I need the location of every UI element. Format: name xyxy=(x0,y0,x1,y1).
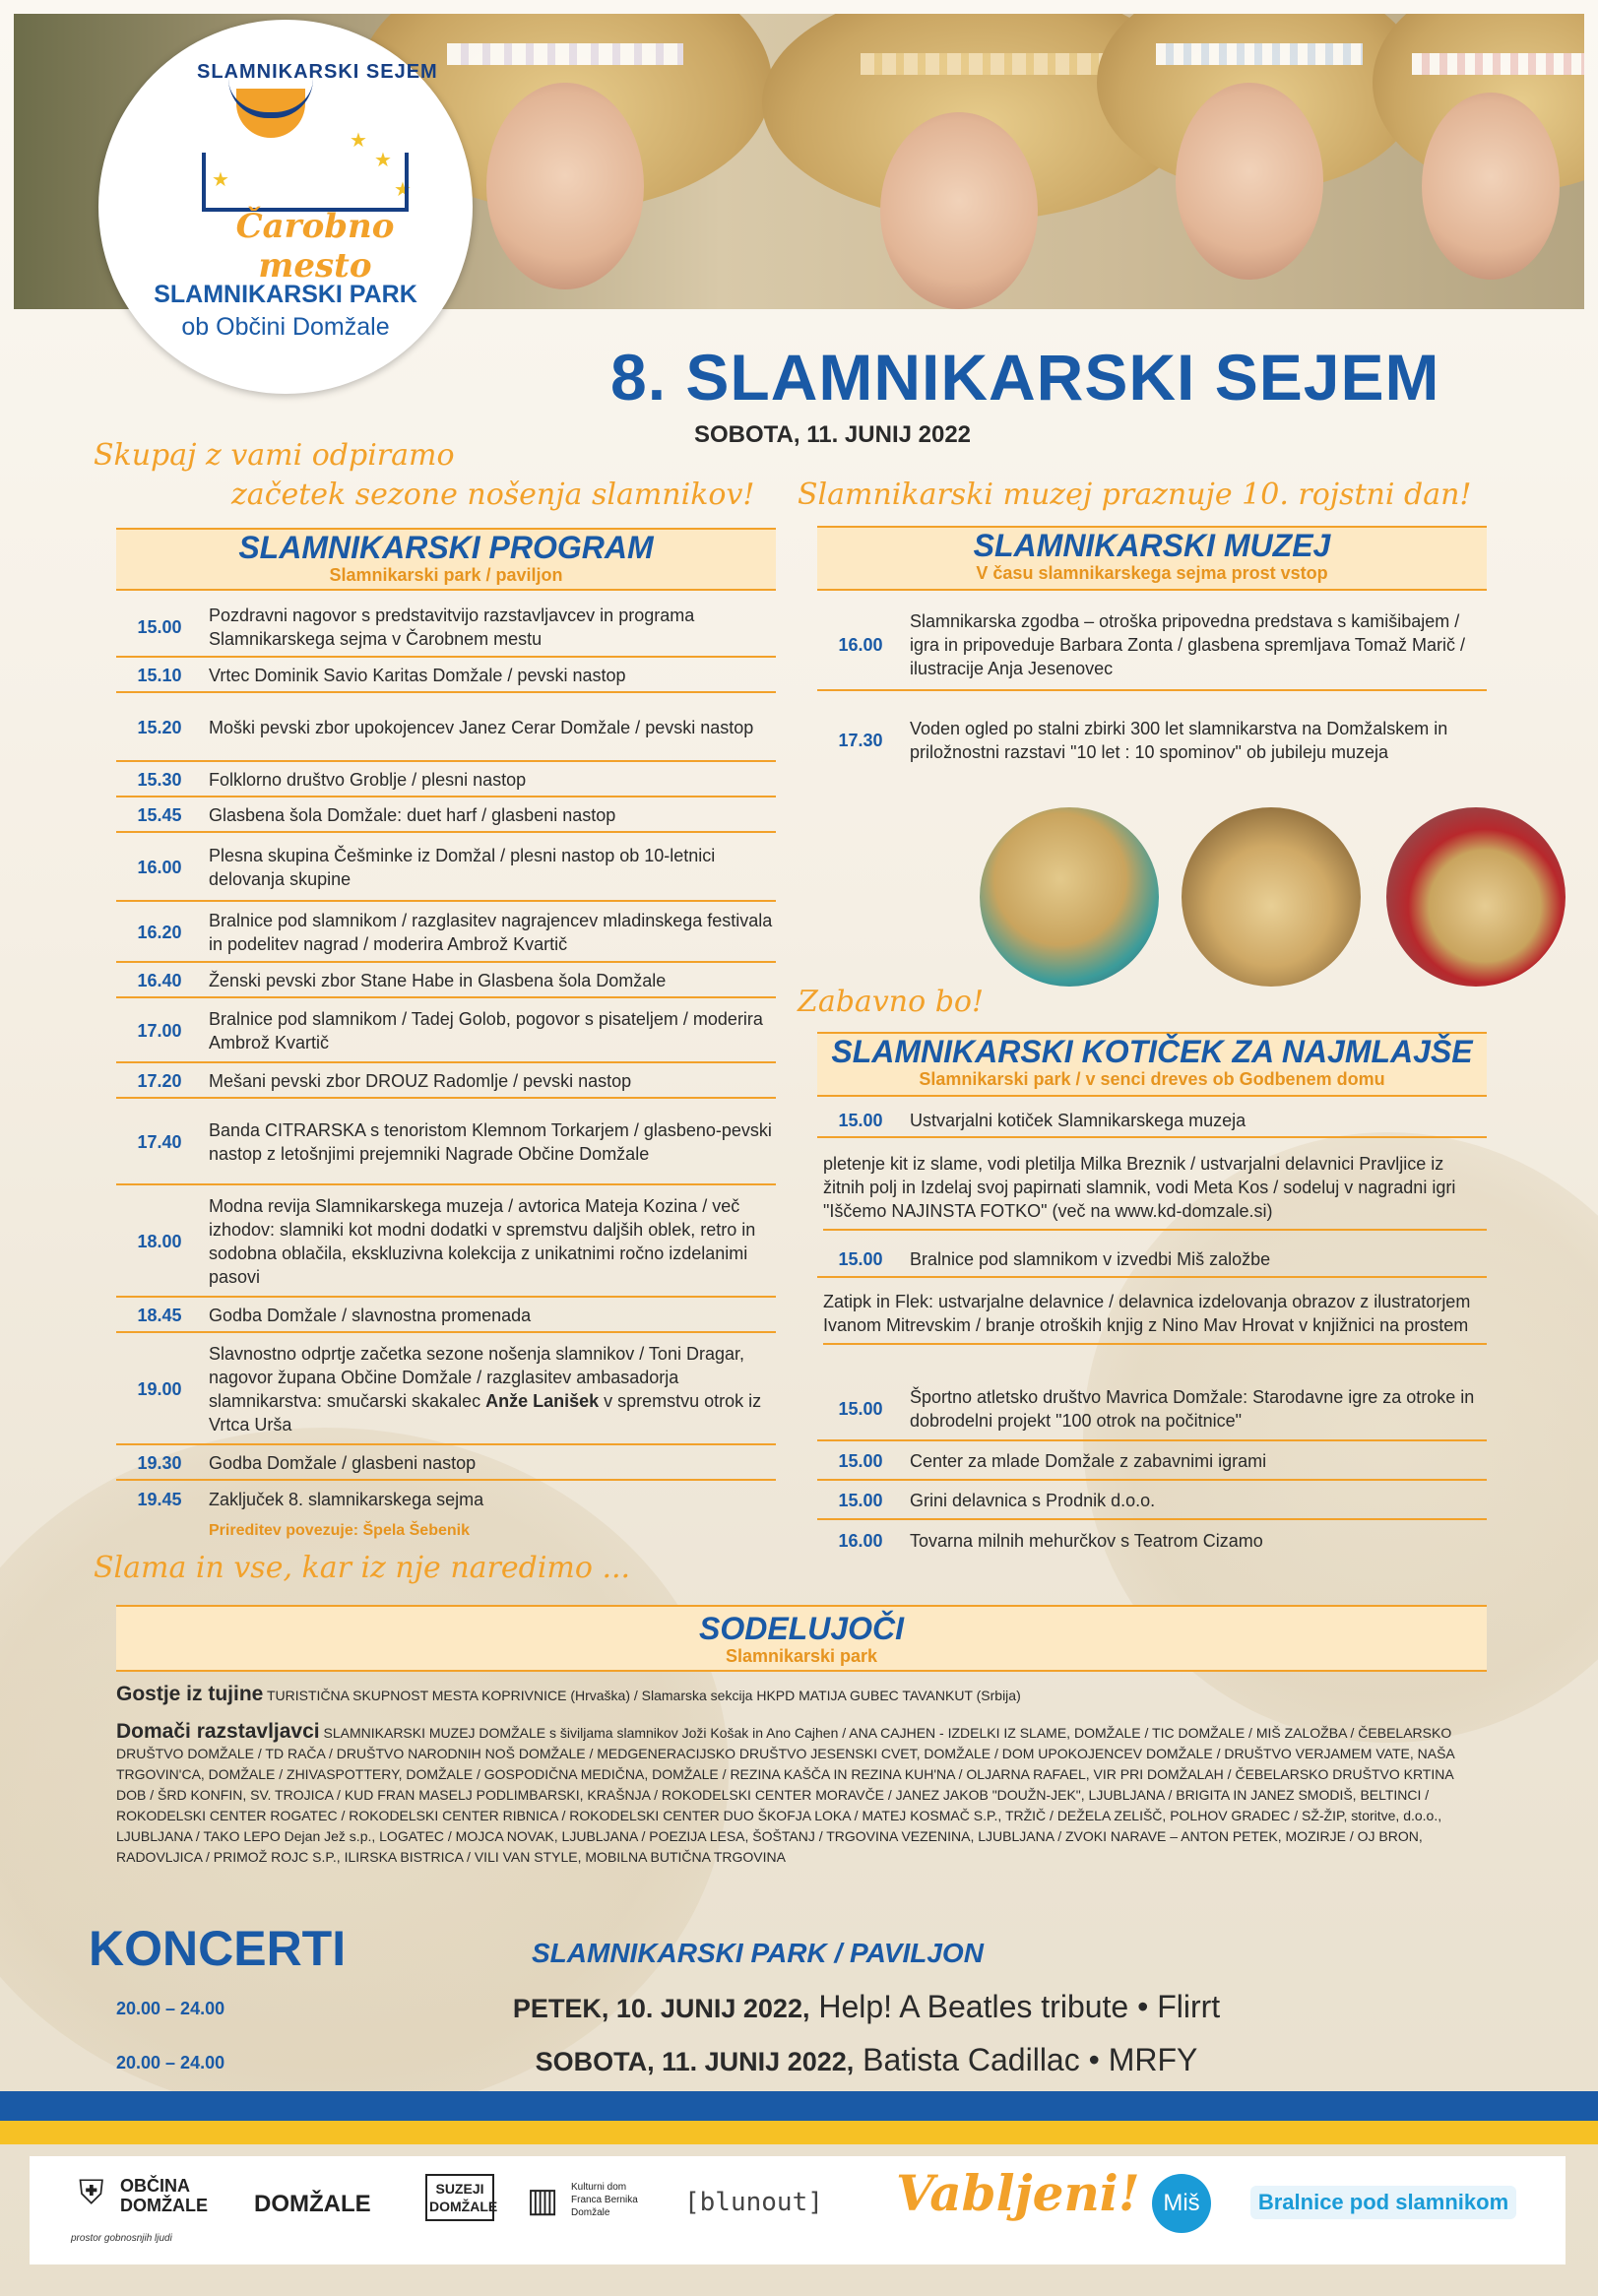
program-text: Godba Domžale / glasbeni nastop xyxy=(209,1453,477,1473)
domestic-text: SLAMNIKARSKI MUZEJ DOMŽALE s šiviljama slamnikov Joži Košak in Ano Cajhen / ANA CAJHEN - IZDELKI IZ SLAME, DOMŽALE / TIC DOMŽALE / MIŠ ZALOŽBA / ČEBELARSKO DRUŠTVO DOMŽALE / TD RAČA / DRUŠTVO NARODNIH NOŠ DOMŽALE / MEDGENERACIJSKO DRUŠTVO JESENSKI CVET, DOMŽALE / DOM UPOKOJENCEV DOMŽALE / DRUŠTVO VERJAMEM VATE, NAŠA TRGOVIN'CA, DOMŽALE / ZHIVASPOTTERY, DOMŽALE / GOSPODIČNA MEDIČNA, DOMŽALE / REZINA KAŠČA IN REZINA KUH'NA / OLJARNA RAFAEL, VIR PRI DOMŽALAH / ČEBELARSKO DRUŠTVO KRTINA DOB / ŠRD KONFIN, SV. TROJICA / KUD FRAN MASELJ PODLIMBARSKI, KRAŠNJA / ROKODELSKI CENTER MORAVČE / JANEZ JAKOB "DOUŽN-JEK", LJUBLJANA / BRIGITA IN JANEZ SMODIŠ, BELTINCI / ROKODELSKI CENTER ROGATEC / ROKODELSKI CENTER RIBNICA / ROKODELSKI CENTER DUO ŠKOFJA LOKA / MATEJ KOSMAČ S.P., TRŽIČ / DEŽELA ZELIŠČ, POLHOV GRADEC / SŽ-ŽIP, storitve, d.o.o., LJUBLJANA / TAKO LEPO Dejan Jež s.p., LOGATEC / MOJCA NOVAK, LJUBLJANA / POEZIJA LESA, ŠOŠTANJ / TRGOVINA VEZENINA, LJUBLJANA / ZVOKI NARAVE – ANTON PETEK, MOZIRJE / OJ BRON, RADOVLJICA / PRIMOŽ ROJC S.P., ILIRSKA BISTRICA / VILI VAN STYLE, MOBILNA BUTIČNA TRGOVINA xyxy=(116,1725,1454,1865)
program-text: Godba Domžale / slavnostna promenada xyxy=(209,1306,532,1325)
program-row xyxy=(116,1300,776,1333)
kotiček-details-1: pletenje kit iz slame, vodi pletilja Milka Breznik / ustvarjalni delavnici Pravljice iz žitnih polj in Izdelaj svoj papirnati slamnik, vodi Meta Kos / sodeluj v nagradni igri "Iščemo NAJINSTA FOTKO" (več na www.kd-domzale.si) xyxy=(823,1152,1487,1231)
bralnice-logo: Bralnice pod slamnikom xyxy=(1250,2186,1516,2219)
kotiček-text: Športno atletsko društvo Mavrica Domžale: Starodavne igre za otroke in dobrodelni projekt "100 otrok na počitnice" xyxy=(910,1387,1475,1431)
kotiček-row xyxy=(817,1378,1487,1441)
program-heading: SLAMNIKARSKI PROGRAM xyxy=(238,530,654,565)
program-row xyxy=(116,1101,776,1185)
muzej-row xyxy=(817,601,1487,691)
page-title: 8. SLAMNIKARSKI SEJEM xyxy=(610,341,1440,414)
kotiček-time: 15.00 xyxy=(838,1450,883,1471)
program-organizer: Prireditev povezuje: Špela Šebenik xyxy=(209,1522,470,1539)
program-row xyxy=(116,1065,776,1099)
kotiček-text: Bralnice pod slamnikom v izvedbi Miš založbe xyxy=(910,1249,1271,1269)
face-4 xyxy=(1422,93,1560,280)
obcina-tagline: prostor gobnosnjih ljudi xyxy=(71,2233,172,2244)
program-text: Mešani pevski zbor DROUZ Radomlje / pevski nastop xyxy=(209,1071,632,1091)
program-text-bold: Anže Lanišek xyxy=(485,1391,600,1411)
star-icon: ★ xyxy=(350,130,367,152)
program-subheading: Slamnikarski park / paviljon xyxy=(329,565,563,585)
program-row xyxy=(116,1335,776,1445)
program-text: Folklorno društvo Groblje / plesni nastop xyxy=(209,770,527,790)
domestic-exhibitors xyxy=(116,1721,1475,1868)
tagline-zabavno: Zabavno bo! xyxy=(798,985,985,1019)
program-time: 15.45 xyxy=(137,804,182,825)
program-text: Moški pevski zbor upokojencev Janez Cerar Domžale / pevski nastop xyxy=(209,718,754,737)
kotiček-row xyxy=(817,1243,1487,1278)
program-row xyxy=(116,1483,776,1516)
program-row xyxy=(116,660,776,693)
program-text: Zaključek 8. slamnikarskega sejma xyxy=(209,1490,484,1509)
program-time: 16.20 xyxy=(137,922,182,942)
muzej-text: Voden ogled po stalni zbirki 300 let slamnikarstva na Domžalskem in priložnostni razstavi "10 let : 10 spominov" ob jubileju muzeja xyxy=(910,719,1448,762)
program-time: 17.00 xyxy=(137,1020,182,1041)
concert-time: 20.00 – 24.00 xyxy=(116,1999,225,2018)
tagline-slama: Slama in vse, kar iz nje naredimo ... xyxy=(94,1551,631,1585)
program-row xyxy=(116,799,776,833)
program-time: 16.40 xyxy=(137,970,182,990)
program-text: Plesna skupina Češminke iz Domžal / plesni nastop ob 10-letnici delovanja skupine xyxy=(209,846,716,889)
event-date: SOBOTA, 11. JUNIJ 2022 xyxy=(694,421,972,448)
program-text: Bralnice pod slamnikom / Tadej Golob, pogovor s pisateljem / moderira Ambrož Kvartič xyxy=(209,1009,763,1052)
program-text: Pozdravni nagovor s predstavitvijo razstavljavcev in programa Slamnikarskega sejma v Čarobnem mestu xyxy=(209,606,695,649)
kotiček-time: 15.00 xyxy=(838,1398,883,1419)
obcina-logo: OBČINA DOMŽALE xyxy=(120,2176,208,2215)
houses-icon xyxy=(202,153,409,212)
guests-abroad xyxy=(116,1684,1475,1706)
kotiček-details-2: Zatipk in Flek: ustvarjalne delavnice / delavnica izdelovanja obrazov z ilustratorjem Ivanom Mitrevskim / branje otroških knjig z Nino Mav Hrovat v knjižnici na prostem xyxy=(823,1290,1487,1345)
tagline-left-1: Skupaj z vami odpiramo xyxy=(94,438,455,473)
program-time: 18.00 xyxy=(137,1231,182,1251)
program-time: 17.40 xyxy=(137,1131,182,1152)
kotiček-time: 15.00 xyxy=(838,1490,883,1510)
program-header xyxy=(116,528,776,591)
kotiček-text: Center za mlade Domžale z zabavnimi igrami xyxy=(910,1451,1267,1471)
hat-band-4 xyxy=(1412,53,1584,75)
program-time: 17.20 xyxy=(137,1070,182,1091)
face-2 xyxy=(880,112,1038,309)
photo-hats-teal xyxy=(980,807,1159,987)
kotiček-time: 16.00 xyxy=(838,1530,883,1551)
concert-name: Help! A Beatles tribute • Flirrt xyxy=(818,1989,1221,2024)
program-text xyxy=(203,1342,776,1436)
concerts-location: SLAMNIKARSKI PARK / PAVILJON xyxy=(532,1938,984,1968)
concert-name: Batista Cadillac • MRFY xyxy=(863,2042,1198,2077)
mis-logo: Miš xyxy=(1152,2174,1211,2233)
program-text: Vrtec Dominik Savio Karitas Domžale / pevski nastop xyxy=(209,666,626,685)
concert-event xyxy=(286,1989,1447,2025)
hat-band-1 xyxy=(447,43,683,65)
muzej-heading: SLAMNIKARSKI MUZEJ xyxy=(973,528,1331,563)
program-time: 18.45 xyxy=(137,1305,182,1325)
star-icon: ★ xyxy=(394,179,412,201)
program-text: Glasbena šola Domžale: duet harf / glasbeni nastop xyxy=(209,805,616,825)
program-text-after: v spremstvu otrok iz Vrtca Urša xyxy=(209,1391,762,1435)
program-text: Bralnice pod slamnikom / razglasitev nagrajencev mladinskega festivala in podelitev nagrad / moderira Ambrož Kvartič xyxy=(209,911,773,954)
kotiček-header xyxy=(817,1032,1487,1097)
concert-date: PETEK, 10. JUNIJ 2022, xyxy=(512,1994,810,2023)
logo-municipality: ob Občini Domžale xyxy=(181,313,390,341)
blunout-logo: [blunout] xyxy=(684,2188,823,2217)
program-time: 15.00 xyxy=(137,616,182,637)
guests-label: Gostje iz tujine xyxy=(116,1683,264,1705)
program-text-main: Slavnostno odprtje začetka sezone nošenja slamnikov / Toni Dragar, nagovor župana Občine Domžale / razglasitev ambasadorja slamnikarstva: smučarski skakalec xyxy=(209,1344,744,1411)
program-row xyxy=(116,1447,776,1481)
obcina-crest-icon: ⛨ xyxy=(79,2174,104,2211)
program-row xyxy=(116,764,776,797)
muzej-header xyxy=(817,526,1487,591)
kotiček-time: 15.00 xyxy=(838,1248,883,1269)
program-row xyxy=(116,599,776,658)
program-time: 15.20 xyxy=(137,717,182,737)
program-time: 15.10 xyxy=(137,665,182,685)
muzej-row xyxy=(817,695,1487,786)
concert-date: SOBOTA, 11. JUNIJ 2022, xyxy=(535,2047,855,2076)
muzej-time: 17.30 xyxy=(838,730,883,750)
program-row xyxy=(116,695,776,762)
face-3 xyxy=(1176,83,1323,280)
program-time: 15.30 xyxy=(137,769,182,790)
kotiček-row xyxy=(817,1443,1487,1481)
domestic-label: Domači razstavljavci xyxy=(116,1720,320,1743)
star-icon: ★ xyxy=(374,150,392,171)
sodelujoci-subheading: Slamnikarski park xyxy=(725,1646,878,1666)
photo-hat-red-ribbon xyxy=(1386,807,1566,987)
logo-park: SLAMNIKARSKI PARK xyxy=(154,281,417,308)
logo-arc-text: SLAMNIKARSKI SEJEM xyxy=(197,61,438,83)
program-text: Modna revija Slamnikarskega muzeja / avtorica Mateja Kozina / več izhodov: slamniki kot modni dodatki v spremstvu daljših oblek, retro in sodobna oblačila, ekskluzivna kolekcija z unikatnimi ročno izdelanimi pasovi xyxy=(209,1196,756,1287)
muzej-time: 16.00 xyxy=(838,634,883,655)
face-1 xyxy=(486,83,644,289)
hat-band-2 xyxy=(861,53,1107,75)
star-icon: ★ xyxy=(212,169,229,191)
kd-logo-icon: ▥ xyxy=(527,2182,559,2219)
program-row xyxy=(116,904,776,963)
kd-logo: Kulturni dom Franca Bernika Domžale xyxy=(571,2182,638,2218)
yellow-stripe xyxy=(0,2121,1598,2144)
kotiček-subheading: Slamnikarski park / v senci dreves ob Godbenem domu xyxy=(919,1069,1385,1089)
program-time: 19.30 xyxy=(137,1452,182,1473)
blue-stripe xyxy=(0,2091,1598,2121)
kotiček-row xyxy=(817,1522,1487,1560)
domzale-logo: DOMŽALE xyxy=(254,2191,371,2217)
sodelujoci-header xyxy=(116,1605,1487,1672)
program-time: 16.00 xyxy=(137,857,182,877)
logo-name: Čarobno mesto xyxy=(235,207,395,286)
muzej-text: Slamnikarska zgodba – otroška pripovedna predstava s kamišibajem / igra in pripoveduje Barbara Zonta / glasbena spremljava Tomaž Marič / ilustracije Anja Jesenovec xyxy=(910,611,1465,678)
concert-time: 20.00 – 24.00 xyxy=(116,2053,225,2073)
photo-hats-group xyxy=(1182,807,1361,987)
program-row xyxy=(116,835,776,902)
kotiček-text: Tovarna milnih mehurčkov s Teatrom Cizamo xyxy=(910,1531,1263,1551)
guests-text: TURISTIČNA SKUPNOST MESTA KOPRIVNICE (Hrvaška) / Slamarska sekcija HKPD MATIJA GUBEC TAVANKUT (Srbija) xyxy=(267,1688,1021,1703)
program-row xyxy=(116,1000,776,1063)
sodelujoci-heading: SODELUJOČI xyxy=(698,1611,905,1646)
program-row xyxy=(116,1187,776,1298)
kotiček-row xyxy=(817,1483,1487,1520)
hat-band-3 xyxy=(1156,43,1363,65)
tagline-left-2: začetek sezone nošenja slamnikov! xyxy=(231,478,755,512)
kotiček-text: Grini delavnica s Prodnik d.o.o. xyxy=(910,1491,1156,1510)
kotiček-time: 15.00 xyxy=(838,1110,883,1130)
muzej-subheading: V času slamnikarskega sejma prost vstop xyxy=(976,563,1328,583)
program-time: 19.00 xyxy=(137,1378,182,1399)
kotiček-row xyxy=(817,1105,1487,1138)
kotiček-heading: SLAMNIKARSKI KOTIČEK ZA NAJMLAJŠE xyxy=(831,1034,1473,1069)
program-row xyxy=(116,965,776,998)
kotiček-text: Ustvarjalni kotiček Slamnikarskega muzeja xyxy=(910,1111,1246,1130)
concerts-heading: KONCERTI xyxy=(89,1921,347,1976)
suzeji-logo: SUZEJI DOMŽALE xyxy=(425,2174,494,2221)
vabljeni-text: Vabljeni! xyxy=(896,2164,1140,2222)
tagline-right: Slamnikarski muzej praznuje 10. rojstni dan! xyxy=(798,478,1472,512)
program-text: Ženski pevski zbor Stane Habe in Glasbena šola Domžale xyxy=(209,971,667,990)
program-text: Banda CITRARSKA s tenoristom Klemnom Torkarjem / glasbeno-pevski nastop z letošnjimi prejemniki Nagrade Občine Domžale xyxy=(209,1120,772,1164)
concert-event xyxy=(286,2042,1447,2078)
program-time: 19.45 xyxy=(137,1489,182,1509)
